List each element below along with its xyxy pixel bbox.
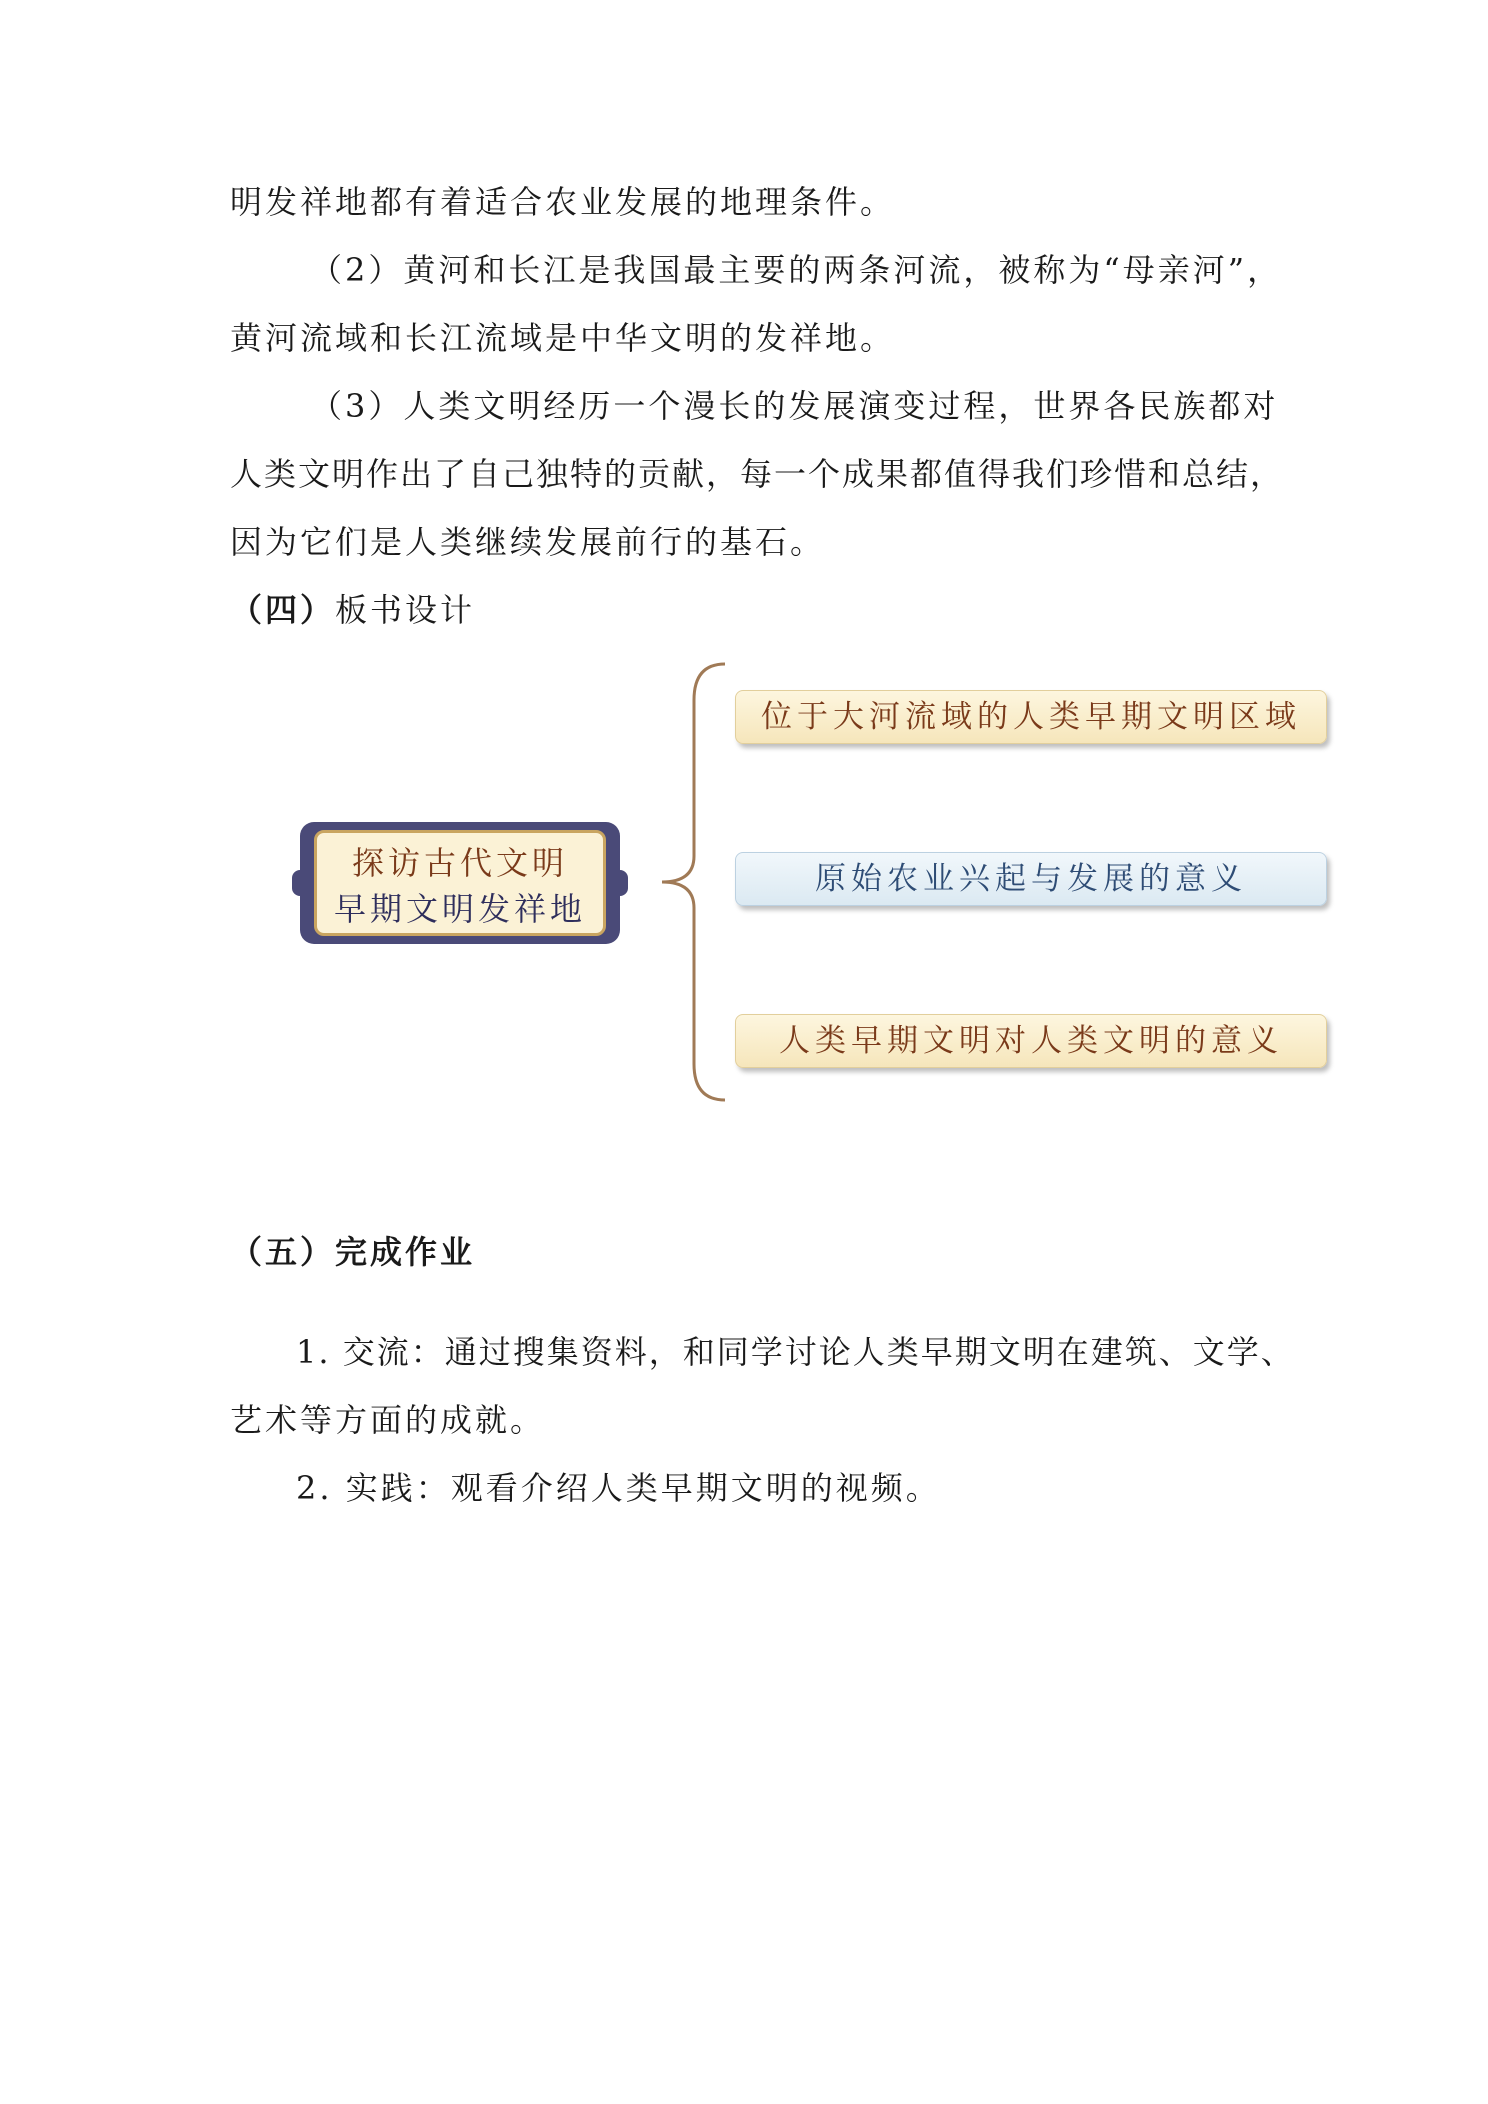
paragraph-line: 因为它们是人类继续发展前行的基石。 — [230, 523, 826, 561]
paragraph-line: （3）人类文明经历一个漫长的发展演变过程，世界各民族都对 — [310, 387, 1279, 425]
center-title: 探访古代文明 — [351, 844, 568, 882]
homework-item-1-cont: 艺术等方面的成就。 — [230, 1401, 546, 1439]
paragraph-line: 黄河流域和长江流域是中华文明的发祥地。 — [230, 319, 896, 357]
center-subtitle: 早期文明发祥地 — [333, 890, 586, 928]
branch-box-agriculture: 原始农业兴起与发展的意义 — [735, 852, 1327, 906]
center-topic-box — [300, 822, 620, 944]
homework-item-2: 2. 实践：观看介绍人类早期文明的视频。 — [296, 1469, 941, 1507]
heading-text: 板书设计 — [335, 591, 476, 629]
board-design-diagram — [290, 660, 1340, 1110]
paragraph-line: （2）黄河和长江是我国最主要的两条河流，被称为“母亲河”， — [310, 251, 1283, 289]
center-label-panel — [314, 830, 606, 936]
branch-box-river-civilizations: 位于大河流域的人类早期文明区域 — [735, 690, 1327, 744]
heading-number: （四） — [230, 591, 336, 629]
homework-item-1: 1. 交流：通过搜集资料，和同学讨论人类早期文明在建筑、文学、 — [296, 1333, 1295, 1371]
branch-box-civilization-significance: 人类早期文明对人类文明的意义 — [735, 1014, 1327, 1068]
section-heading-homework: （五）完成作业 — [230, 1233, 476, 1271]
paragraph-line: 人类文明作出了自己独特的贡献，每一个成果都值得我们珍惜和总结， — [230, 455, 1285, 493]
section-heading-board-design — [230, 588, 475, 632]
paragraph-line: 明发祥地都有着适合农业发展的地理条件。 — [230, 183, 896, 221]
